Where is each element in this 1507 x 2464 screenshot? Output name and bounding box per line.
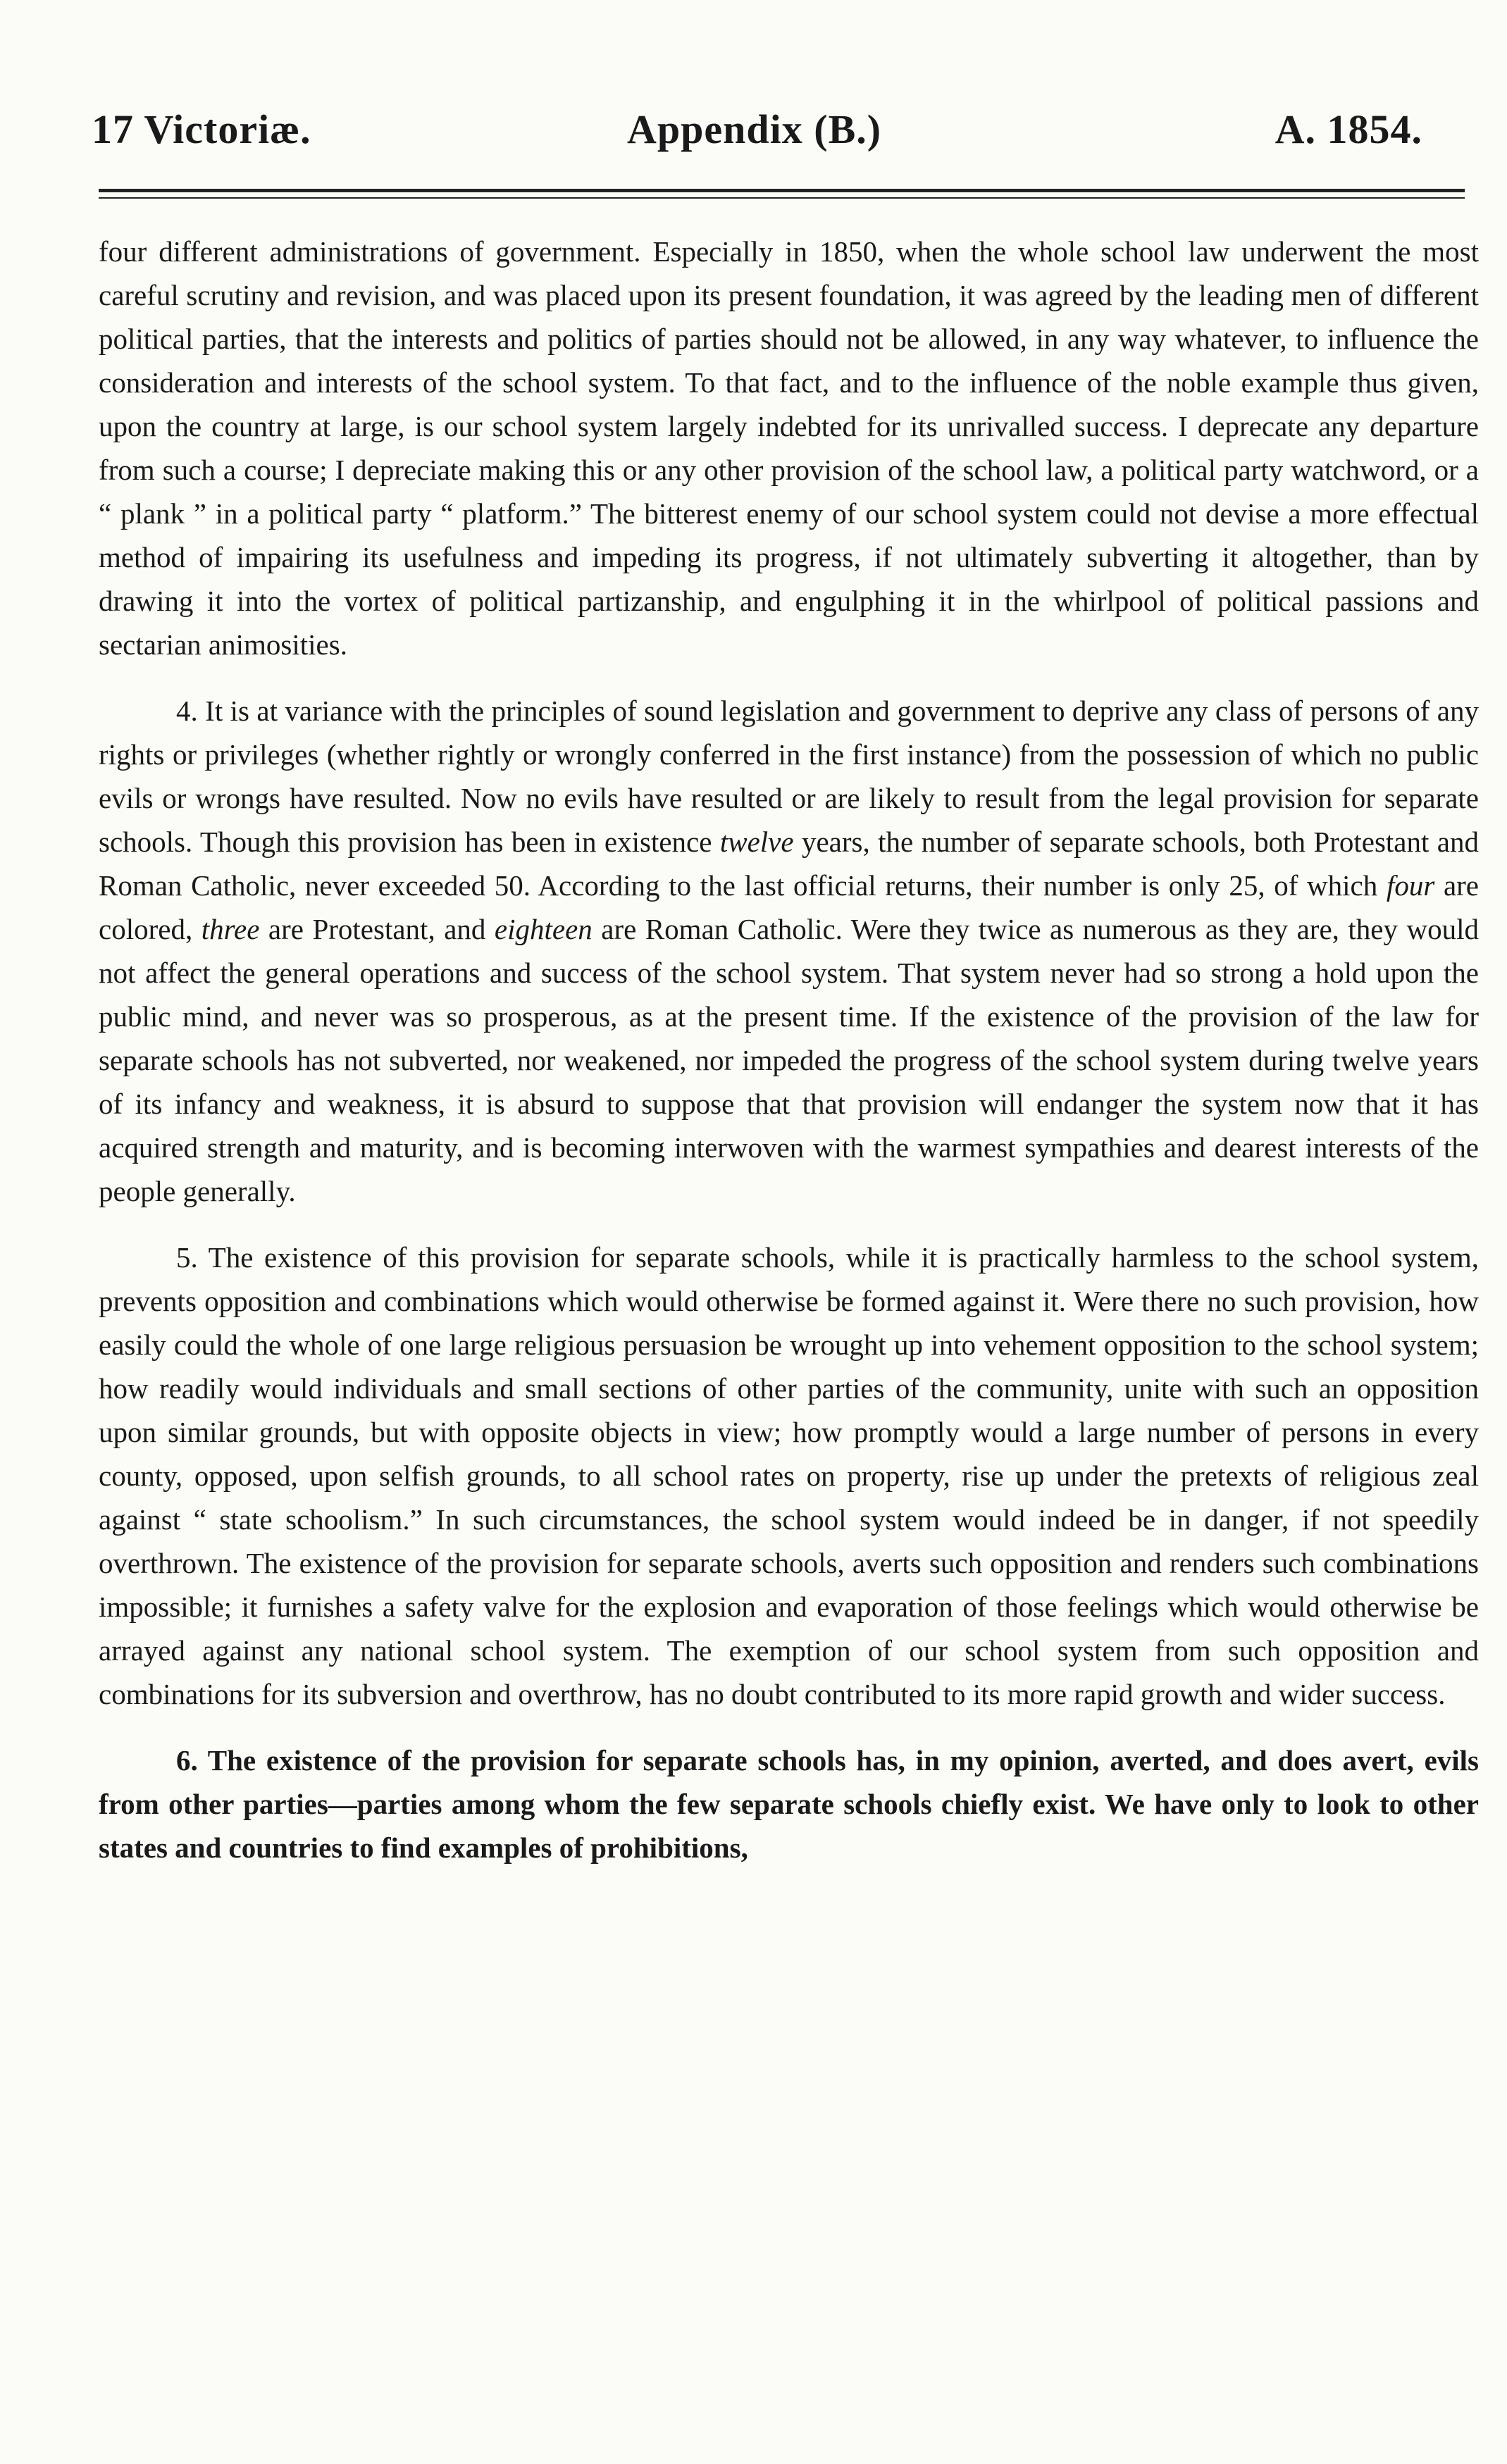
header-appendix: Appendix (B.) — [627, 106, 882, 152]
paragraph-4 — [99, 689, 1479, 1213]
paragraph-4-text-1: 4. It is at variance with the principles of sound legislation and government to deprive any class of persons of any rights or privileges (whether rightly or wrongly conferred in the first instance) from the possession of which no public evils or wrongs have resulted. Now no evils have resulted or are likely to result from the legal provision for separate schools. Though this provision has been in existence — [99, 695, 1479, 858]
paragraph-4-text-5: are Roman Catholic. Were they twice as numerous as they are, they would not affect the general operations and success of the school system. That system never had so strong a hold upon the public mind, and never was so prosperous, as at the present time. If the existence of the provision of the law for separate schools has not subverted, nor weakened, nor impeded the progress of the school system during twelve years of its infancy and weakness, it is absurd to suppose that that provision will endanger the system now that it has acquired strength and maturity, and is becoming interwoven with the warmest sympathies and dearest interests of the people generally. — [99, 913, 1479, 1207]
header-year: A. 1854. — [1275, 106, 1422, 152]
paragraph-4-text-4: are Protestant, and — [259, 913, 495, 945]
paragraph-4-em-eighteen: eighteen — [494, 913, 593, 945]
page-header — [92, 106, 1422, 169]
paragraph-4-em-twelve: twelve — [719, 826, 794, 858]
paragraph-continued: four different administrations of government. Especially in 1850, when the whole school law underwent the most careful scrutiny and revision, and was placed upon its present foundation, it was agreed by the leading men of different political parties, that the interests and politics of parties should not be allowed, in any way whatever, to influence the consideration and interests of the school system. To that fact, and to the influence of the noble example thus given, upon the country at large, is our school system largely indebted for its unrivalled success. I deprecate any departure from such a course; I depreciate making this or any other provision of the school law, a political party watchword, or a “ plank ” in a political party “ platform.” The bitterest enemy of our school system could not devise a more effectual method of impairing its usefulness and impeding its progress, if not ultimately subverting it altogether, than by drawing it into the vortex of political partizanship, and engulphing it in the whirlpool of political passions and sectarian animosities. — [99, 235, 1479, 661]
header-session: 17 Victoriæ. — [92, 106, 311, 152]
paragraph-4-em-three: three — [201, 913, 260, 945]
document-body — [99, 230, 1479, 1869]
paragraph-4-text-3: are colored, — [99, 869, 1479, 945]
paragraph-4-text-2: years, the number of separate schools, both Protestant and Roman Catholic, never exceeded 50. According to the last official returns, their number is only 25, of which — [99, 826, 1479, 902]
header-rule-thin — [99, 197, 1465, 199]
paragraph-4-em-four: four — [1386, 869, 1435, 902]
paragraph-5: 5. The existence of this provision for separate schools, while it is practically harmless to the school system, prevents opposition and combinations which would otherwise be formed against it. Were there no such provision, how easily could the whole of one large religious persuasion be wrought up into vehement opposition to the school system; how readily would individuals and small sections of other parties of the community, unite with such an opposition upon similar grounds, but with opposite objects in view; how promptly would a large number of persons in every county, opposed, upon selfish grounds, to all school rates on property, rise up under the pretexts of religious zeal against “ state schoolism.” In such circumstances, the school system would indeed be in danger, if not speedily overthrown. The existence of the provision for separate schools, averts such opposition and renders such combinations impossible; it furnishes a safety valve for the explosion and evaporation of those feelings which would otherwise be arrayed against any national school system. The exemption of our school system from such opposition and combinations for its subversion and overthrow, has no doubt contributed to its more rapid growth and wider success. — [99, 1241, 1479, 1710]
header-rule-thick — [99, 189, 1465, 192]
paragraph-6: 6. The existence of the provision for separate schools has, in my opinion, averted, and does avert, evils from other parties—parties among whom the few separate schools chiefly exist. We have only to look to other states and countries to find examples of prohibitions, — [99, 1744, 1479, 1864]
header-rule — [99, 189, 1465, 199]
